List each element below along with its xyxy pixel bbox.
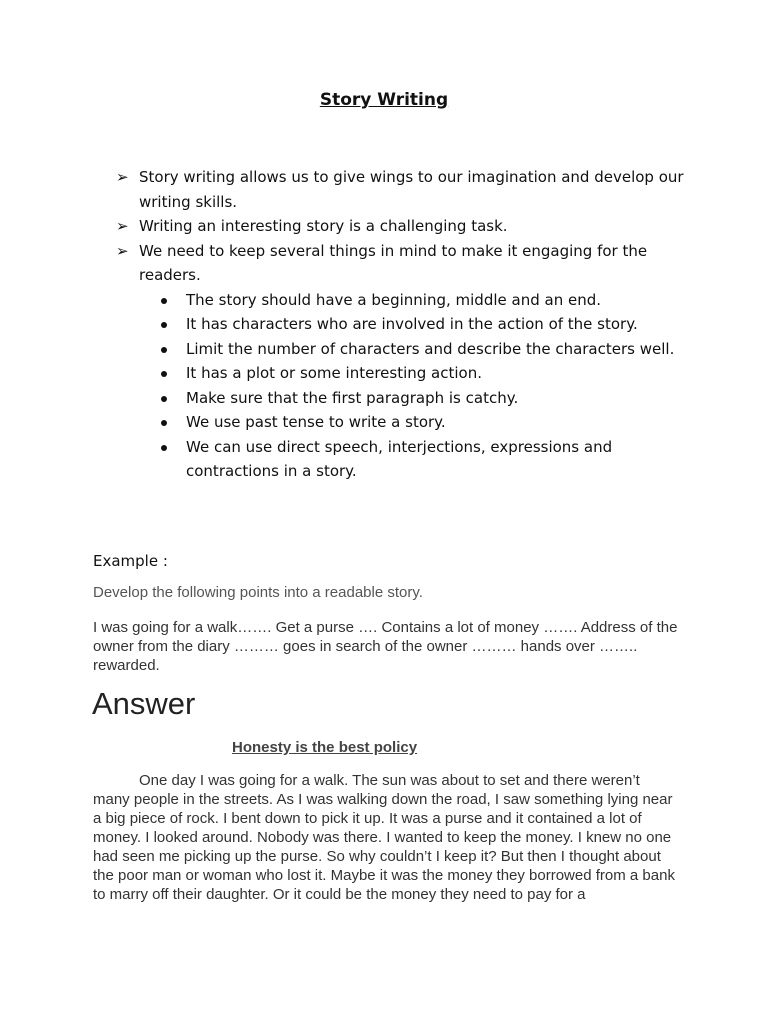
bullet-point <box>139 361 696 386</box>
story-title: Honesty is the best policy <box>232 739 418 756</box>
bullet-point <box>139 288 696 313</box>
arrow-point-list <box>116 165 696 484</box>
document-title: Story Writing <box>319 90 449 110</box>
bullet-point <box>139 337 696 362</box>
story-points-text: I was going for a walk……. Get a purse …. Contains a lot of money ……. Address of the owner from the diary ……… goes in search of the owner ……… hands over …….. rewarded. <box>93 619 678 674</box>
bullet-dot-icon <box>161 371 167 377</box>
bullet-point-text: The story should have a beginning, middle and an end. <box>186 290 601 309</box>
bullet-dot-icon <box>161 420 167 426</box>
arrow-point-text: Writing an interesting story is a challenging task. <box>139 217 508 235</box>
bullet-dot-icon <box>161 396 167 402</box>
bullet-dot-icon <box>161 445 167 451</box>
arrow-point <box>116 239 696 484</box>
bullet-point-text: Limit the number of characters and describe the characters well. <box>186 339 675 358</box>
bullet-point-text: We can use direct speech, interjections, expressions and contractions in a story. <box>186 437 613 480</box>
answer-heading: Answer <box>92 686 196 721</box>
arrow-point <box>116 214 696 239</box>
arrow-bullet-icon: ➢ <box>116 168 129 186</box>
bullet-dot-icon <box>161 347 167 353</box>
bullet-point <box>139 386 696 411</box>
arrow-point-text: Story writing allows us to give wings to our imagination and develop our writing skills. <box>139 168 684 211</box>
bullet-point-text: It has a plot or some interesting action. <box>186 364 482 382</box>
bullet-point <box>139 410 696 435</box>
bullet-point-text: We use past tense to write a story. <box>186 413 446 431</box>
bullet-point-text: Make sure that the first paragraph is catchy. <box>186 388 519 407</box>
example-label: Example : <box>93 552 168 570</box>
instruction-text: Develop the following points into a readable story. <box>93 584 423 601</box>
arrow-point-text: We need to keep several things in mind to make it engaging for the readers. <box>139 241 648 284</box>
story-paragraph: One day I was going for a walk. The sun was about to set and there weren’t many people in the streets. As I was walking down the road, I saw something lying near a big piece of rock. I bent down to pick it up. It was a purse and it contained a lot of money. I looked around. Nobody was there. I wanted to keep the money. I knew no one had seen me picking up the purse. So why couldn’t I keep it? But then I thought about the poor man or woman who lost it. Maybe it was the money they borrowed from a bank to marry off their daughter. Or it could be the money they need to pay for a <box>93 772 675 903</box>
arrow-point <box>116 165 696 214</box>
bullet-point <box>139 312 696 337</box>
bullet-point-list <box>139 288 696 484</box>
bullet-dot-icon <box>161 298 167 304</box>
arrow-bullet-icon: ➢ <box>116 241 129 260</box>
arrow-bullet-icon: ➢ <box>116 217 129 235</box>
bullet-point <box>139 435 696 484</box>
bullet-point-text: It has characters who are involved in the action of the story. <box>186 315 638 333</box>
bullet-dot-icon <box>161 322 167 328</box>
